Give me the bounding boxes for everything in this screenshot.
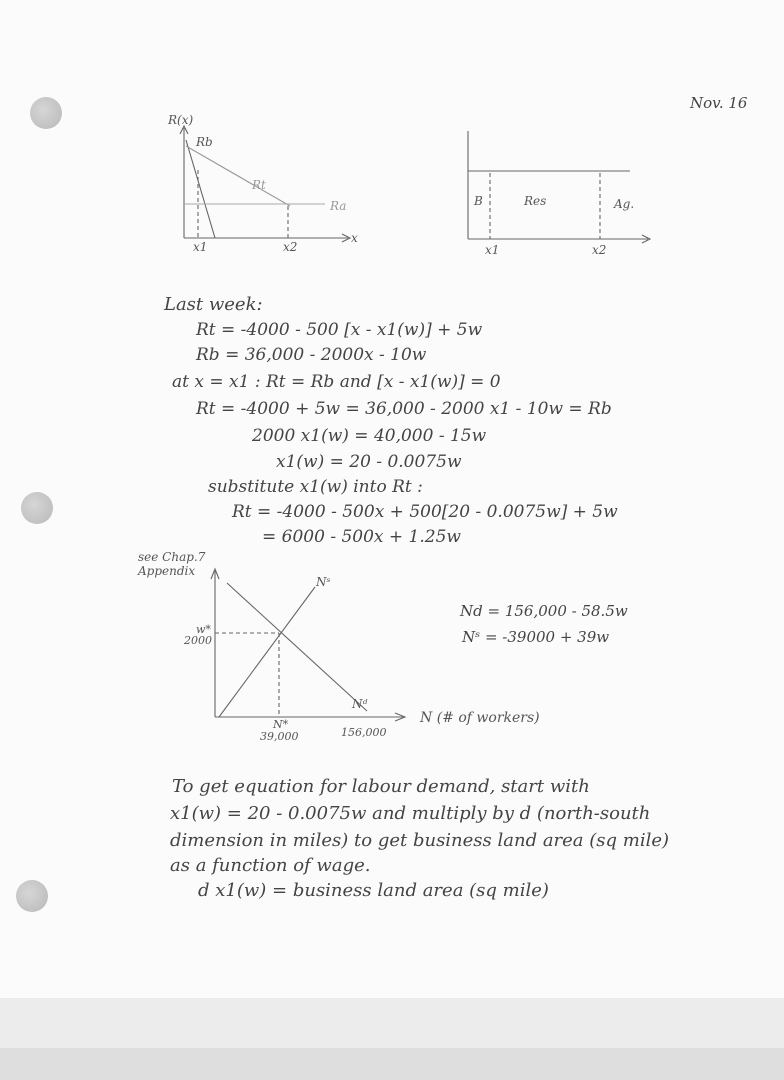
- fig1-ylabel: R(x): [168, 113, 194, 127]
- labour-supply-eq: Nˢ = -39000 + 39w: [462, 628, 610, 646]
- fig1-x1-label: x1: [193, 240, 208, 254]
- paragraph-line: To get equation for labour demand, start with: [172, 776, 590, 797]
- ns-curve-label: Nˢ: [316, 575, 331, 589]
- n-star-label: N*: [273, 718, 289, 731]
- land-use-sketch: [460, 125, 660, 255]
- derivation-line: = 6000 - 500x + 1.25w: [262, 527, 461, 547]
- n-star-value: 39,000: [260, 730, 299, 743]
- fig2-x1-label: x1: [485, 243, 500, 257]
- punch-hole-bottom: [16, 880, 48, 912]
- derivation-line: Rt = -4000 + 5w = 36,000 - 2000 x1 - 10w = Rb: [196, 399, 612, 419]
- scan-bottom-edge-dark: [0, 1048, 784, 1080]
- derivation-line: Rt = -4000 - 500 [x - x1(w)] + 5w: [196, 320, 483, 340]
- n-max-value: 156,000: [341, 726, 387, 739]
- fig1-rb-label: Rb: [196, 135, 213, 149]
- derivation-line: at x = x1 : Rt = Rb and [x - x1(w)] = 0: [172, 372, 501, 392]
- side-note-line2: Appendix: [138, 564, 196, 578]
- fig1-xaxis-label: x: [351, 231, 358, 245]
- fig1-x2-label: x2: [283, 240, 298, 254]
- paragraph-line: d x1(w) = business land area (sq mile): [198, 880, 549, 901]
- derivation-line: Last week:: [164, 294, 263, 315]
- punch-hole-top: [30, 97, 62, 129]
- derivation-line: 2000 x1(w) = 40,000 - 15w: [252, 426, 487, 446]
- paragraph-line: dimension in miles) to get business land area (sq mile): [170, 830, 670, 851]
- date-label: Nov. 16: [690, 94, 748, 112]
- w-star-label: w*: [196, 623, 211, 636]
- paragraph-line: as a function of wage.: [170, 855, 371, 876]
- labour-demand-eq: Nd = 156,000 - 58.5w: [460, 602, 628, 620]
- fig1-ra-label: Ra: [330, 199, 347, 213]
- nd-curve-label: Nᵈ: [352, 697, 368, 711]
- labour-market-sketch: [205, 565, 415, 735]
- derivation-line: Rt = -4000 - 500x + 500[20 - 0.0075w] + 5w: [232, 502, 618, 522]
- fig2-x2-label: x2: [592, 243, 607, 257]
- bid-rent-sketch: [160, 110, 380, 260]
- derivation-line: x1(w) = 20 - 0.0075w: [276, 452, 462, 472]
- punch-hole-middle: [21, 492, 53, 524]
- derivation-line: Rb = 36,000 - 2000x - 10w: [196, 345, 427, 365]
- zone-residential-label: Res: [524, 194, 547, 208]
- zone-business-label: B: [474, 194, 483, 208]
- fig1-rt-label: Rt: [252, 178, 266, 192]
- labour-xaxis-label: N (# of workers): [420, 710, 540, 726]
- paragraph-line: x1(w) = 20 - 0.0075w and multiply by d (north-south: [170, 803, 651, 824]
- w-star-value: 2000: [184, 634, 212, 647]
- derivation-line: substitute x1(w) into Rt :: [208, 477, 423, 497]
- side-note-line1: see Chap.7: [138, 550, 206, 564]
- zone-agriculture-label: Ag.: [614, 197, 635, 211]
